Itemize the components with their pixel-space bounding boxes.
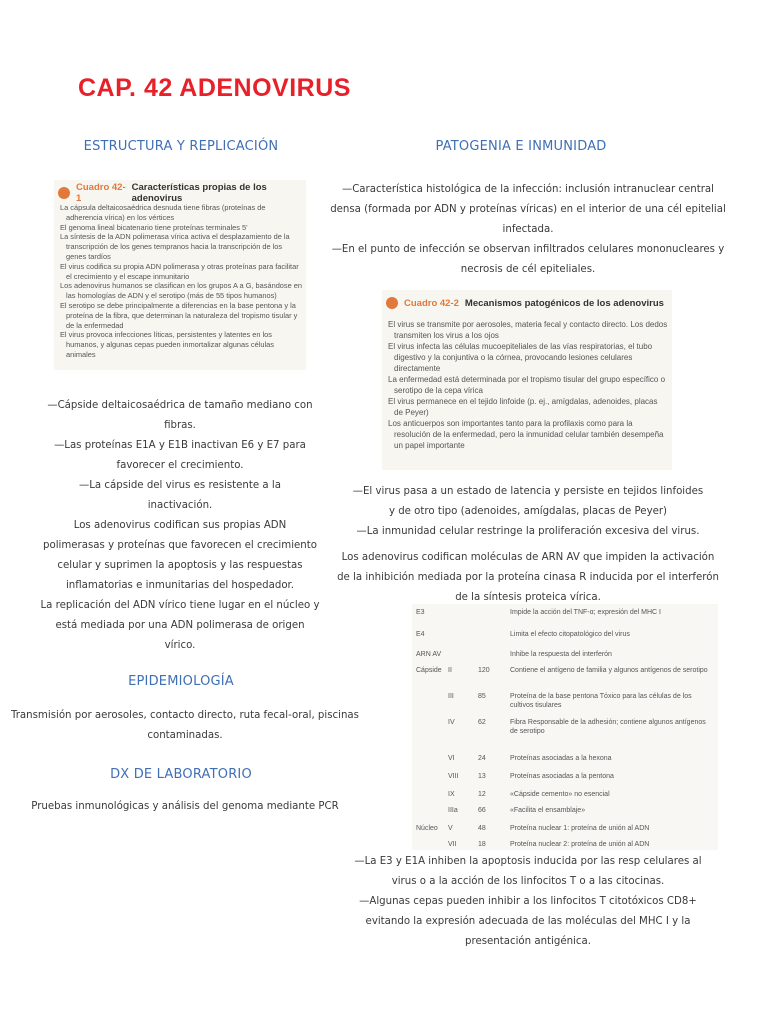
heading-patogenia: PATOGENIA E INMUNIDAD [435,139,607,154]
table-cell: 18 [478,841,486,848]
box-number: Cuadro 42-2 [404,297,459,309]
patogenia-notes-bottom [322,852,734,952]
box-item: El virus infecta las células mucoepiteliales de las vías respiratorias, el tubo digestivo y la conjuntiva o la córnea, provocando lesiones celulares directamente [388,342,653,373]
note-line: —La E3 y E1A inhiben la apoptosis inducida por las resp celulares al [354,856,702,867]
table-cell: Impide la acción del TNF-α; expresión del MHC I [510,609,661,616]
bullet-icon [58,187,70,199]
table-cell: «Cápside cemento» no esencial [510,791,610,798]
table-cell: 48 [478,825,486,832]
heading-estructura: ESTRUCTURA Y REPLICACIÓN [83,139,279,154]
note-line: presentación antigénica. [465,936,591,947]
note-line: —Característica histológica de la infección: inclusión intranuclear central [342,184,714,195]
table-cell: II [448,667,452,674]
heading-dx: DX DE LABORATORIO [110,767,252,782]
estructura-notes [28,396,332,656]
table-cell: Fibra Responsable de la adhesión; contiene algunos antígenos de serotipo [510,719,706,735]
note-line: La replicación del ADN vírico tiene lugar en el núcleo y [40,600,320,611]
note-line: —La inmunidad celular restringe la proliferación excesiva del virus. [356,526,700,537]
note-line: —Cápside deltaicosaédrica de tamaño mediano con [47,400,313,411]
table-cell: IIIa [448,807,458,814]
box-header [386,293,668,313]
table-cell: Proteínas asociadas a la hexona [510,755,612,762]
note-line: —El virus pasa a un estado de latencia y persiste en tejidos linfoides [352,486,704,497]
note-line: Pruebas inmunológicas y análisis del genoma mediante PCR [31,801,339,812]
table-cell: «Facilita el ensamblaje» [510,807,586,814]
table-cell: IV [448,719,455,726]
protein-table [412,604,718,850]
table-cell: 62 [478,719,486,726]
box-header [58,183,302,203]
table-cell: Limita el efecto citopatológico del virus [510,631,630,638]
box-cuadro-42-1 [54,180,306,370]
table-cell: Núcleo [416,825,438,832]
box-caption: Mecanismos patogénicos de los adenovirus [464,297,664,309]
note-line: —En el punto de infección se observan infiltrados celulares mononucleares y [331,244,725,255]
box-item: El virus permanece en el tejido linfoide (p. ej., amígdalas, adenoides, placas de Peyer) [388,397,658,417]
box-item: La síntesis de la ADN polimerasa vírica activa el desplazamiento de la transcripción de los genes tempranos hacia la transcripción de los genes tardíos [60,232,290,261]
note-line: evitando la expresión adecuada de las moléculas del MHC I y la [365,916,691,927]
note-line: favorecer el crecimiento. [116,460,244,471]
note-line: contaminadas. [147,730,223,741]
patogenia-notes-mid [322,482,734,608]
note-line: Los adenovirus codifican sus propias ADN [73,520,287,531]
box-item: El virus codifica su propia ADN polimerasa y otras proteínas para facilitar el crecimiento y el escape inmunitario [60,261,299,281]
table-cell: ARN AV [416,651,442,658]
table-cell: Inhibe la respuesta del interferón [510,651,612,658]
note-line: de la síntesis proteica vírica. [455,592,601,603]
table-cell: 13 [478,773,486,780]
box-caption: Características propias de los adenovirus [131,182,267,204]
box-item: El virus se transmite por aerosoles, materia fecal y contacto directo. Los dedos transmiten los virus a los ojos [388,320,668,340]
table-cell: 12 [478,791,486,798]
box-cuadro-42-2 [382,290,672,470]
note-line: inflamatorias e inmunitarias del hospedador. [65,580,295,591]
table-cell: VII [448,841,457,848]
table-cell: Proteína nuclear 2: proteína de unión al ADN [510,841,650,848]
table-cell: Cápside [416,667,442,674]
note-line: y de otro tipo (adenoides, amígdalas, placas de Peyer) [388,506,668,517]
note-line: —La cápside del virus es resistente a la [79,480,281,491]
note-line: —Las proteínas E1A y E1B inactivan E6 y E7 para [54,440,306,451]
note-line: Transmisión por aerosoles, contacto directo, ruta fecal-oral, piscinas [11,710,359,721]
note-line: virus o a la acción de los linfocitos T o a las citocinas. [391,876,665,887]
table-cell: Proteínas asociadas a la pentona [510,773,614,780]
note-line: inactivación. [147,500,213,511]
note-line: Los adenovirus codifican moléculas de ARN AV que impiden la activación [341,552,715,563]
page-title: CAP. 42 ADENOVIRUS [78,74,351,102]
note-line: celular y suprimen la apoptosis y las respuestas [57,560,303,571]
table-cell: VI [448,755,455,762]
table-cell: Proteína nuclear 1: proteína de unión al ADN [510,825,650,832]
note-line: de la inhibición mediada por la proteína cinasa R inducida por el interferón [337,572,719,583]
table-cell: III [448,693,454,700]
note-line: está mediada por una ADN polimerasa de origen [55,620,305,631]
box-number: Cuadro 42-1 [76,182,126,204]
table-cell: Contiene el antígeno de familia y algunos antígenos de serotipo [510,667,708,674]
table-cell: V [448,825,453,832]
table-cell: 120 [478,667,490,674]
box-item: El virus provoca infecciones líticas, persistentes y latentes en los humanos, y algunas cepas pueden inmortalizar algunas células animales [60,330,274,359]
box-item: Los adenovirus humanos se clasifican en los grupos A a G, basándose en las homologías de ADN y el serotipo (más de 55 tipos humanos) [60,281,302,301]
box-item: El genoma lineal bicatenario tiene proteínas terminales 5' [60,222,248,232]
note-line: infectada. [502,224,554,235]
bullet-icon [386,297,398,309]
box-item: Los anticuerpos son importantes tanto para la profilaxis como para la resolución de la enfermedad, pero la inmunidad celular también desempeña un papel importante [388,419,664,450]
note-line: vírico. [164,640,196,651]
table-cell: VIII [448,773,459,780]
box-item: La cápsula deltaicosaédrica desnuda tiene fibras (proteínas de adherencia vírica) en los vértices [60,203,266,222]
note-line: necrosis de cél epiteliales. [460,264,596,275]
table-cell: IX [448,791,455,798]
note-line: polimerasas y proteínas que favorecen el crecimiento [43,540,317,551]
table-cell: E4 [416,631,425,638]
table-cell: 85 [478,693,486,700]
table-cell: E3 [416,609,425,616]
heading-epidemiologia: EPIDEMIOLOGÍA [128,674,234,689]
box-item: La enfermedad está determinada por el tropismo tisular del grupo específico o serotipo de la cepa vírica [388,375,666,395]
note-line: densa (formada por ADN y proteínas víricas) en el interior de una cél epitelial [330,204,726,215]
box-item: El serotipo se debe principalmente a diferencias en la base pentona y la proteína de la fibra, que determinan la naturaleza del tropismo tisular y de la enfermedad [60,300,298,330]
table-cell: Proteína de la base pentona Tóxico para las células de los cultivos tisulares [510,693,692,709]
table-cell: 66 [478,807,486,814]
epidemiologia-notes [10,706,360,746]
note-line: fibras. [164,420,196,431]
dx-notes [20,797,350,817]
note-line: —Algunas cepas pueden inhibir a los linfocitos T citotóxicos CD8+ [359,896,697,907]
patogenia-notes [322,180,734,280]
table-cell: 24 [478,755,486,762]
